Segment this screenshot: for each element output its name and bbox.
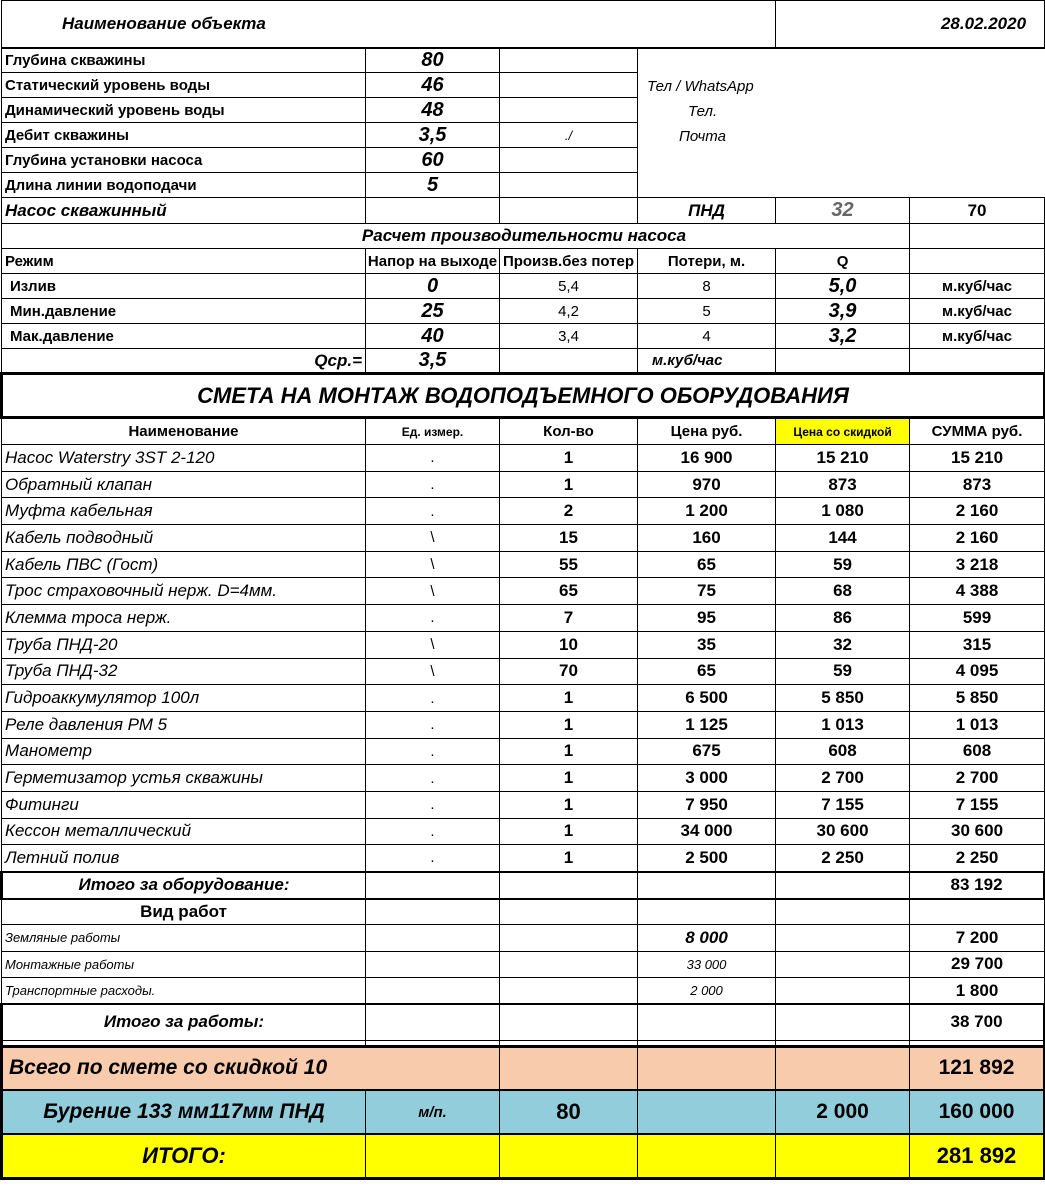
param-label: Статический уровень воды [2, 73, 366, 98]
item-discount-price: 59 [776, 658, 910, 685]
param-label: Глубина установки насоса [2, 148, 366, 173]
work-sum: 1 800 [910, 978, 1045, 1005]
item-discount-price: 608 [776, 738, 910, 765]
item-name: Насос Waterstry 3ST 2-120 [2, 445, 366, 472]
perf-q: 3,2 [776, 324, 910, 349]
perf-header-row [2, 249, 1045, 274]
item-qty: 1 [500, 818, 638, 845]
item-row [2, 631, 1045, 658]
col-header-unit: Ед. измер. [366, 418, 500, 445]
param-label: Дебит скважины [2, 123, 366, 148]
item-name: Клемма троса нерж. [2, 605, 366, 632]
item-unit: . [366, 605, 500, 632]
param-label: Длина линии водоподачи [2, 173, 366, 198]
item-unit: . [366, 818, 500, 845]
work-empty [500, 978, 638, 1005]
item-discount-price: 873 [776, 471, 910, 498]
work-empty [776, 951, 910, 978]
works-total: 38 700 [910, 1004, 1045, 1040]
param-value: 80 [366, 48, 500, 73]
item-price: 6 500 [638, 685, 776, 712]
param-value: 48 [366, 98, 500, 123]
item-discount-price: 15 210 [776, 445, 910, 472]
item-price: 75 [638, 578, 776, 605]
item-sum: 3 218 [910, 551, 1045, 578]
item-row [2, 845, 1045, 872]
item-row [2, 685, 1045, 712]
item-sum: 5 850 [910, 685, 1045, 712]
item-qty: 7 [500, 605, 638, 632]
item-unit: \ [366, 578, 500, 605]
item-sum: 30 600 [910, 818, 1045, 845]
param-extra: ./ [500, 123, 638, 148]
item-name: Муфта кабельная [2, 498, 366, 525]
param-extra [500, 73, 638, 98]
item-sum: 7 155 [910, 791, 1045, 818]
item-row [2, 551, 1045, 578]
estimate-title-row [2, 374, 1045, 418]
discount-total-row [2, 1046, 1045, 1090]
work-name: Земляные работы [2, 925, 366, 952]
item-name: Труба ПНД-20 [2, 631, 366, 658]
equipment-total: 83 192 [910, 872, 1045, 899]
works-title-row [2, 899, 1045, 925]
perf-unit: м.куб/час [910, 299, 1045, 324]
item-price: 7 950 [638, 791, 776, 818]
item-discount-price: 30 600 [776, 818, 910, 845]
item-price: 970 [638, 471, 776, 498]
item-sum: 15 210 [910, 445, 1045, 472]
item-row [2, 498, 1045, 525]
perf-mode: Мин.давление [2, 299, 366, 324]
item-qty: 10 [500, 631, 638, 658]
item-name: Труба ПНД-32 [2, 658, 366, 685]
item-unit: . [366, 711, 500, 738]
param-extra [500, 48, 638, 73]
drilling-row [2, 1090, 1045, 1134]
work-empty [500, 925, 638, 952]
item-name: Реле давления РМ 5 [2, 711, 366, 738]
item-unit: \ [366, 631, 500, 658]
item-name: Фитинги [2, 791, 366, 818]
document-date: 28.02.2020 [776, 1, 1045, 48]
item-price: 1 125 [638, 711, 776, 738]
item-sum: 4 095 [910, 658, 1045, 685]
perf-row [2, 299, 1045, 324]
perf-row [2, 324, 1045, 349]
item-qty: 1 [500, 685, 638, 712]
perf-head: 25 [366, 299, 500, 324]
item-name: Кабель подводный [2, 525, 366, 552]
item-row [2, 471, 1045, 498]
drilling-qty: 80 [500, 1090, 638, 1134]
item-row [2, 711, 1045, 738]
item-qty: 1 [500, 791, 638, 818]
perf-header-head: Напор на выходе [366, 249, 500, 274]
item-unit: . [366, 498, 500, 525]
drilling-price: 2 000 [776, 1090, 910, 1134]
work-empty [366, 925, 500, 952]
contact-email: Почта [679, 127, 726, 145]
drilling-unit: м/п. [366, 1090, 500, 1134]
work-name: Монтажные работы [2, 951, 366, 978]
work-sum: 29 700 [910, 951, 1045, 978]
object-name-title: Наименование объекта [2, 1, 776, 48]
item-qty: 1 [500, 445, 638, 472]
col-header-sum: СУММА руб. [910, 418, 1045, 445]
perf-prod: 4,2 [500, 299, 638, 324]
item-sum: 1 013 [910, 711, 1045, 738]
perf-header-mode: Режим [2, 249, 366, 274]
item-discount-price: 1 080 [776, 498, 910, 525]
equipment-total-label: Итого за оборудование: [2, 872, 366, 899]
param-value: 60 [366, 148, 500, 173]
item-qty: 15 [500, 525, 638, 552]
item-row [2, 818, 1045, 845]
param-extra [500, 98, 638, 123]
item-unit: . [366, 845, 500, 872]
item-name: Манометр [2, 738, 366, 765]
pump-row [2, 198, 1045, 224]
item-discount-price: 68 [776, 578, 910, 605]
item-name: Кессон металлический [2, 818, 366, 845]
item-unit: \ [366, 525, 500, 552]
item-name: Кабель ПВС (Гост) [2, 551, 366, 578]
item-name: Обратный клапан [2, 471, 366, 498]
contact-whatsapp: Тел / WhatsApp [647, 77, 754, 95]
item-price: 3 000 [638, 765, 776, 792]
item-row [2, 791, 1045, 818]
perf-loss: 5 [638, 299, 776, 324]
drilling-label: Бурение 133 мм117мм ПНД [2, 1090, 366, 1134]
item-unit: . [366, 791, 500, 818]
item-unit: . [366, 685, 500, 712]
item-qty: 1 [500, 738, 638, 765]
qavg-label: Qср.= [2, 349, 366, 374]
col-header-qty: Кол-во [500, 418, 638, 445]
pipe-length: 70 [910, 198, 1045, 224]
equipment-total-row [2, 872, 1045, 899]
items-body [2, 445, 1045, 872]
perf-unit: м.куб/час [910, 324, 1045, 349]
perf-q: 5,0 [776, 274, 910, 299]
item-row [2, 738, 1045, 765]
param-value: 46 [366, 73, 500, 98]
work-name: Транспортные расходы. [2, 978, 366, 1005]
work-sum: 7 200 [910, 925, 1045, 952]
item-row [2, 525, 1045, 552]
grand-total: 281 892 [910, 1134, 1045, 1178]
perf-mode: Мак.давление [2, 324, 366, 349]
item-sum: 599 [910, 605, 1045, 632]
col-header-discount: Цена со скидкой [776, 418, 910, 445]
work-row [2, 925, 1045, 952]
item-sum: 2 160 [910, 498, 1045, 525]
col-header-price: Цена руб. [638, 418, 776, 445]
works-total-label: Итого за работы: [2, 1004, 366, 1040]
item-sum: 873 [910, 471, 1045, 498]
estimate-title: СМЕТА НА МОНТАЖ ВОДОПОДЪЕМНОГО ОБОРУДОВАНИЯ [2, 374, 1045, 418]
item-unit: \ [366, 658, 500, 685]
item-price: 1 200 [638, 498, 776, 525]
col-header-name: Наименование [2, 418, 366, 445]
item-row [2, 445, 1045, 472]
item-unit: . [366, 738, 500, 765]
param-value: 5 [366, 173, 500, 198]
perf-row [2, 274, 1045, 299]
item-qty: 1 [500, 845, 638, 872]
item-unit: . [366, 765, 500, 792]
item-qty: 65 [500, 578, 638, 605]
param-value: 3,5 [366, 123, 500, 148]
work-empty [776, 978, 910, 1005]
work-empty [366, 978, 500, 1005]
item-row [2, 605, 1045, 632]
item-name: Гидроаккумулятор 100л [2, 685, 366, 712]
item-price: 160 [638, 525, 776, 552]
item-price: 16 900 [638, 445, 776, 472]
drilling-sum: 160 000 [910, 1090, 1045, 1134]
perf-header-prod: Произв.без потер [500, 249, 638, 274]
item-discount-price: 86 [776, 605, 910, 632]
work-price: 8 000 [638, 925, 776, 952]
item-qty: 1 [500, 765, 638, 792]
item-unit: \ [366, 551, 500, 578]
discount-total-label: Всего по смете со скидкой 10 [2, 1046, 500, 1090]
item-qty: 2 [500, 498, 638, 525]
perf-title-row [2, 224, 1045, 249]
item-sum: 2 700 [910, 765, 1045, 792]
perf-title: Расчет производительности насоса [2, 224, 910, 249]
work-empty [366, 951, 500, 978]
item-qty: 70 [500, 658, 638, 685]
contact-phone: Тел. [688, 102, 718, 120]
work-price: 2 000 [638, 978, 776, 1005]
grand-total-label: ИТОГО: [2, 1134, 366, 1178]
work-row [2, 951, 1045, 978]
item-discount-price: 1 013 [776, 711, 910, 738]
perf-head: 40 [366, 324, 500, 349]
perf-mode: Излив [2, 274, 366, 299]
qavg-row [2, 349, 1045, 374]
item-name: Трос страховочный нерж. D=4мм. [2, 578, 366, 605]
perf-loss: 8 [638, 274, 776, 299]
param-label: Глубина скважины [2, 48, 366, 73]
discount-total: 121 892 [910, 1046, 1045, 1090]
item-price: 65 [638, 551, 776, 578]
item-sum: 608 [910, 738, 1045, 765]
item-name: Герметизатор устья скважины [2, 765, 366, 792]
work-row [2, 978, 1045, 1005]
item-discount-price: 32 [776, 631, 910, 658]
works-title: Вид работ [2, 899, 366, 925]
item-unit: . [366, 471, 500, 498]
item-discount-price: 144 [776, 525, 910, 552]
item-row [2, 578, 1045, 605]
pipe-size: 32 [776, 198, 910, 224]
item-sum: 4 388 [910, 578, 1045, 605]
item-name: Летний полив [2, 845, 366, 872]
item-qty: 1 [500, 711, 638, 738]
perf-header-q: Q [776, 249, 910, 274]
item-discount-price: 7 155 [776, 791, 910, 818]
grand-total-row [2, 1134, 1045, 1178]
pipe-type: ПНД [638, 198, 776, 224]
perf-loss: 4 [638, 324, 776, 349]
param-row [2, 48, 1045, 73]
header-row [2, 1, 1045, 48]
item-discount-price: 59 [776, 551, 910, 578]
works-body [2, 925, 1045, 1005]
perf-prod: 5,4 [500, 274, 638, 299]
item-qty: 1 [500, 471, 638, 498]
param-extra [500, 173, 638, 198]
perf-header-loss: Потери, м. [638, 249, 776, 274]
item-price: 35 [638, 631, 776, 658]
perf-prod: 3,4 [500, 324, 638, 349]
pump-label: Насос скважинный [2, 198, 366, 224]
item-discount-price: 2 250 [776, 845, 910, 872]
item-price: 65 [638, 658, 776, 685]
item-sum: 2 160 [910, 525, 1045, 552]
work-price: 33 000 [638, 951, 776, 978]
item-discount-price: 2 700 [776, 765, 910, 792]
item-row [2, 658, 1045, 685]
work-empty [776, 925, 910, 952]
perf-q: 3,9 [776, 299, 910, 324]
item-price: 34 000 [638, 818, 776, 845]
param-extra [500, 148, 638, 173]
perf-unit: м.куб/час [910, 274, 1045, 299]
item-price: 2 500 [638, 845, 776, 872]
item-discount-price: 5 850 [776, 685, 910, 712]
qavg-value: 3,5 [366, 349, 500, 374]
item-qty: 55 [500, 551, 638, 578]
item-price: 675 [638, 738, 776, 765]
contacts-block [638, 48, 1045, 198]
works-total-row [2, 1004, 1045, 1040]
item-row [2, 765, 1045, 792]
item-sum: 315 [910, 631, 1045, 658]
work-empty [500, 951, 638, 978]
estimate-header-row [2, 418, 1045, 445]
qavg-unit: м.куб/час [638, 349, 776, 374]
item-unit: . [366, 445, 500, 472]
item-price: 95 [638, 605, 776, 632]
perf-head: 0 [366, 274, 500, 299]
param-label: Динамический уровень воды [2, 98, 366, 123]
item-sum: 2 250 [910, 845, 1045, 872]
